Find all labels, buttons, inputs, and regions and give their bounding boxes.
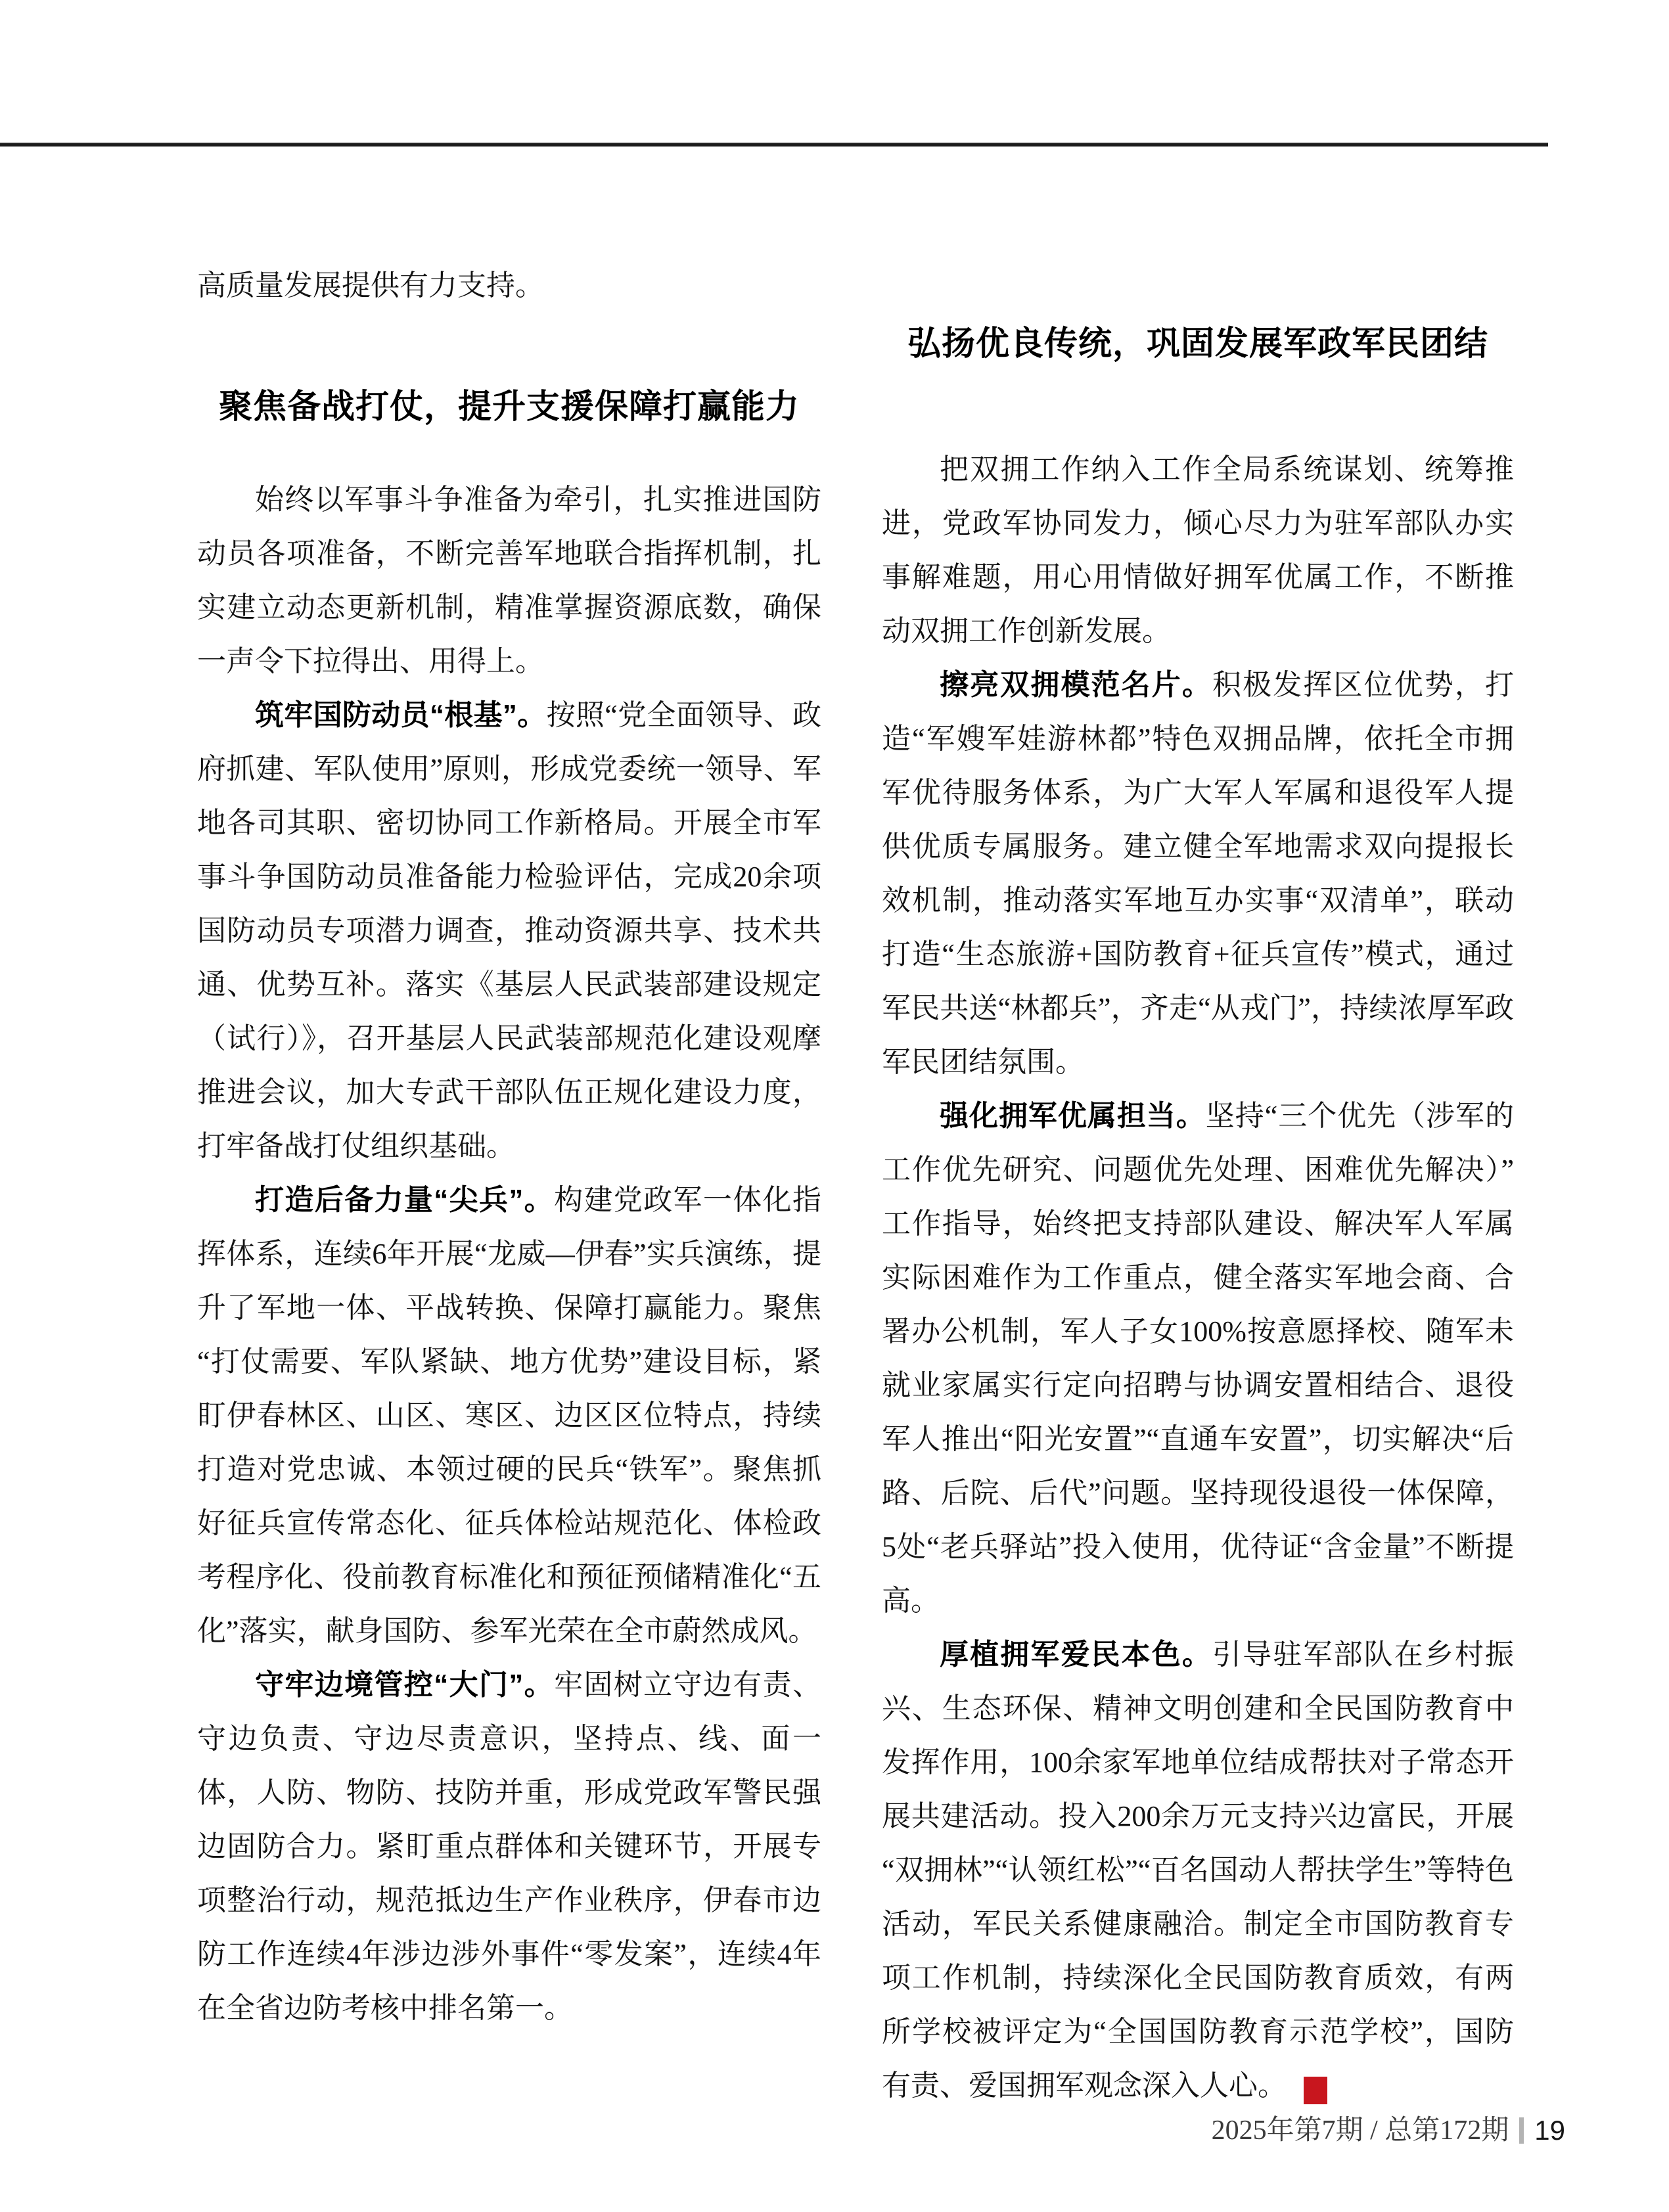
section-heading-right: 弘扬优良传统，巩固发展军政军民团结 (907, 325, 1488, 362)
paragraph-lead: 筑牢国防动员“根基”。 (255, 699, 547, 731)
paragraph-lead: 擦亮双拥模范名片。 (940, 669, 1212, 701)
end-of-article-mark: G (1304, 2077, 1327, 2104)
paragraph-text: 按照“党全面领导、政府抓建、军队使用”原则，形成党委统一领导、军地各司其职、密切协同工作新格局。开展全市军事斗争国防动员准备能力检验评估，完成20余项国防动员专项潜力调查，推动资源共享、技术共通、优势互补。落实《基层人民武装部建设规定（试行）》，召开基层人民武装部规范化建设观摩推进会议，加大专武干部队伍正规化建设力度，打牢备战打仗组织基础。 (197, 699, 822, 1162)
paragraph-lead: 打造后备力量“尖兵”。 (255, 1184, 555, 1216)
paragraph (882, 1628, 1514, 2113)
footer-separator (1519, 2117, 1524, 2144)
paragraph-continuation: 高质量发展提供有力支持。 (197, 269, 544, 302)
page-number: 19 (1534, 2115, 1565, 2146)
paragraph (882, 658, 1514, 1089)
paragraph-text: 积极发挥区位优势，打造“军嫂军娃游林都”特色双拥品牌，依托全市拥军优待服务体系，为广大军人军属和退役军人提供优质专属服务。建立健全军地需求双向提报长效机制，推动落实军地互办实事“双清单”，联动打造“生态旅游+国防教育+征兵宣传”模式，通过军民共送“林都兵”，齐走“从戎门”，持续浓厚军政军民团结氛围。 (882, 669, 1514, 1078)
section-heading-left: 聚焦备战打仗，提升支援保障打赢能力 (218, 388, 800, 425)
right-column (882, 323, 1514, 2113)
paragraph (882, 1089, 1514, 1628)
paragraph (197, 1173, 821, 1658)
paragraph (882, 443, 1514, 658)
paragraph-text: 坚持“三个优先（涉军的工作优先研究、问题优先处理、困难优先解决）”工作指导，始终把支持部队建设、解决军人军属实际困难作为工作重点，健全落实军地会商、合署办公机制，军人子女100%按意愿择校、随军未就业家属实行定向招聘与协调安置相结合、退役军人推出“阳光安置”“直通车安置”，切实解决“后路、后院、后代”问题。坚持现役退役一体保障，5处“老兵驿站”投入使用，优待证“含金量”不断提高。 (882, 1100, 1514, 1617)
page-footer (1212, 2114, 1565, 2147)
paragraph (197, 688, 821, 1173)
left-column (197, 259, 821, 2035)
issue-info: 2025年第7期 / 总第172期 (1211, 2115, 1509, 2146)
paragraph-lead: 厚植拥军爱民本色。 (940, 1638, 1212, 1671)
header-rule (0, 142, 1548, 147)
paragraph-lead: 强化拥军优属担当。 (940, 1100, 1206, 1132)
paragraph-text: 把双拥工作纳入工作全局系统谋划、统筹推进，党政军协同发力，倾心尽力为驻军部队办实事解难题，用心用情做好拥军优属工作，不断推动双拥工作创新发展。 (882, 453, 1514, 647)
paragraph (197, 1658, 821, 2035)
paragraph-text: 构建党政军一体化指挥体系，连续6年开展“龙威—伊春”实兵演练，提升了军地一体、平战转换、保障打赢能力。聚焦“打仗需要、军队紧缺、地方优势”建设目标，紧盯伊春林区、山区、寒区、边区区位特点，持续打造对党忠诚、本领过硬的民兵“铁军”。聚焦抓好征兵宣传常态化、征兵体检站规范化、体检政考程序化、役前教育标准化和预征预储精准化“五化”落实，献身国防、参军光荣在全市蔚然成风。 (197, 1184, 822, 1647)
paragraph-text: 牢固树立守边有责、守边负责、守边尽责意识，坚持点、线、面一体，人防、物防、技防并重，形成党政军警民强边固防合力。紧盯重点群体和关键环节，开展专项整治行动，规范抵边生产作业秩序，伊春市边防工作连续4年涉边涉外事件“零发案”，连续4年在全省边防考核中排名第一。 (197, 1669, 822, 2024)
paragraph (197, 473, 821, 688)
paragraph-text: 引导驻军部队在乡村振兴、生态环保、精神文明创建和全民国防教育中发挥作用，100余家军地单位结成帮扶对子常态开展共建活动。投入200余万元支持兴边富民，开展“双拥林”“认领红松”“百名国动人帮扶学生”等特色活动，军民关系健康融洽。制定全市国防教育专项工作机制，持续深化全民国防教育质效，有两所学校被评定为“全国国防教育示范学校”，国防有责、爱国拥军观念深入人心。 (882, 1638, 1514, 2102)
left-column-paragraphs (197, 473, 821, 2035)
paragraph-text: 始终以军事斗争准备为牵引，扎实推进国防动员各项准备，不断完善军地联合指挥机制，扎实建立动态更新机制，精准掌握资源底数，确保一声令下拉得出、用得上。 (197, 484, 821, 677)
paragraph-lead: 守牢边境管控“大门”。 (255, 1669, 555, 1701)
right-column-paragraphs (882, 443, 1514, 2113)
